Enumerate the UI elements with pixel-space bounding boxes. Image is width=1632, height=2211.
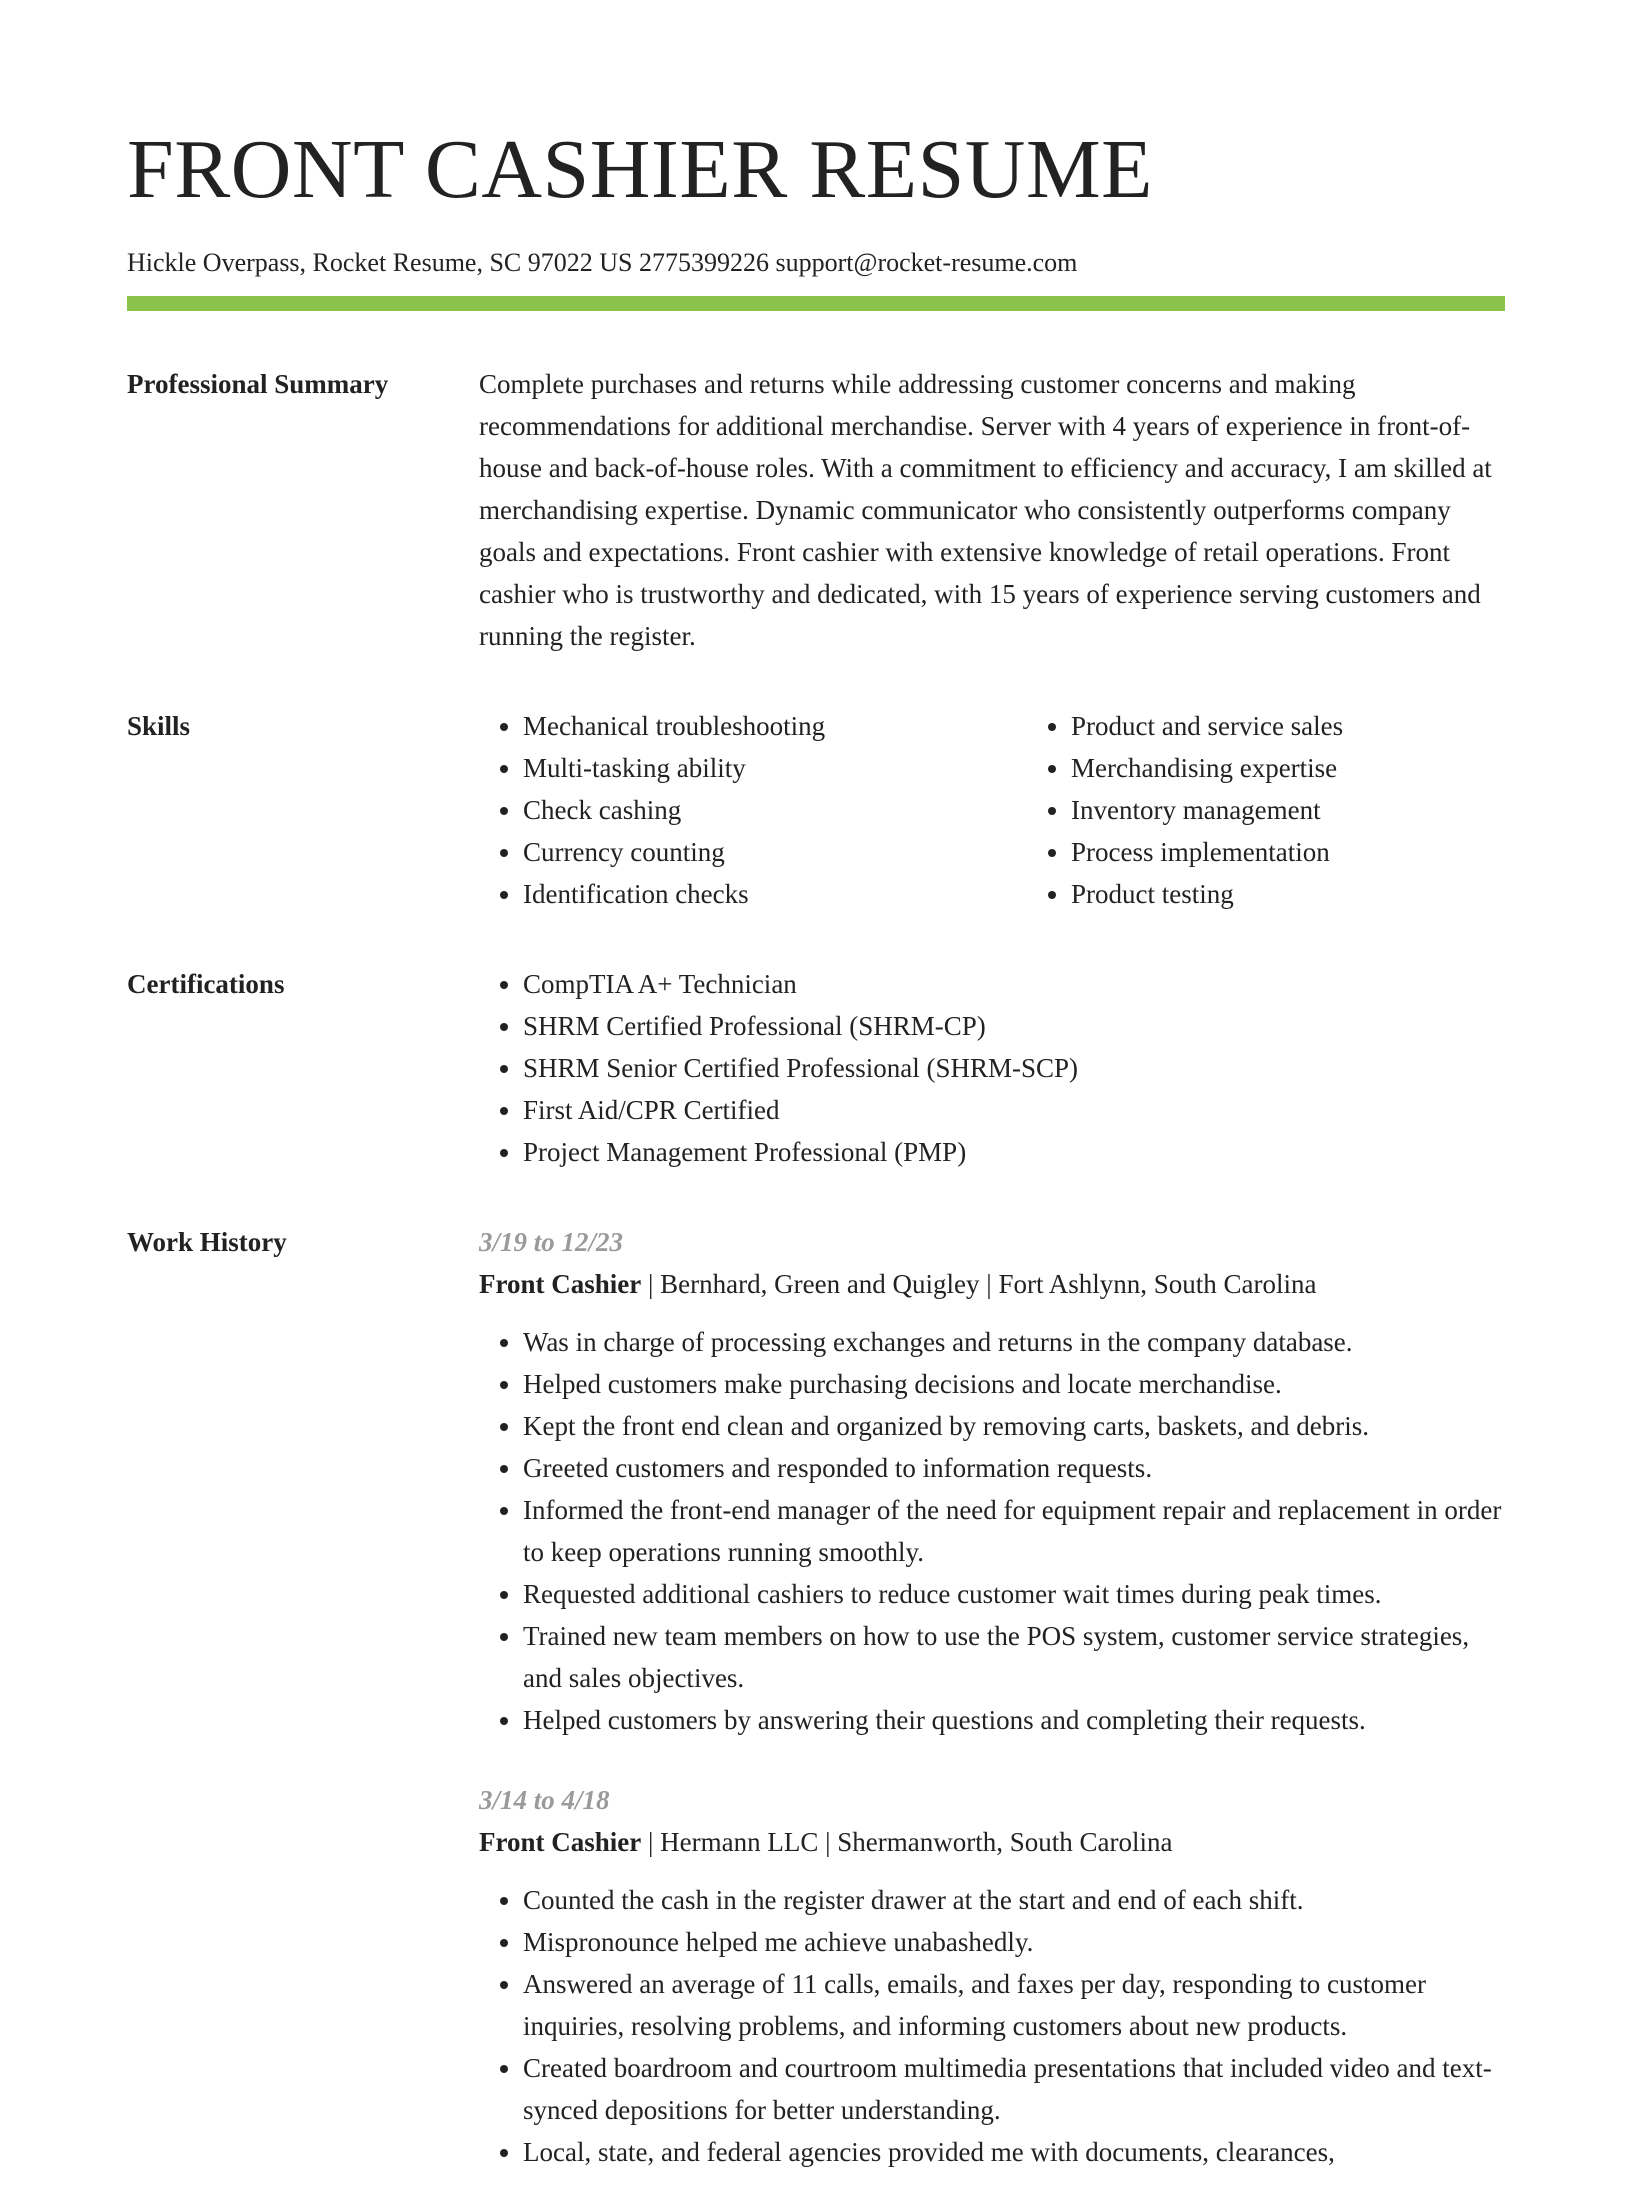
job-duty: • Created boardroom and courtroom multimedia presentations that included video and text-synced depositions for better understanding. (523, 2047, 1505, 2131)
skill-item: • Product testing (1071, 873, 1575, 915)
job-duty: • Answered an average of 11 calls, emails, and faxes per day, responding to customer inquiries, resolving problems, and informing customers about new products. (523, 1963, 1505, 2047)
certification-item: • First Aid/CPR Certified (523, 1089, 1505, 1131)
certifications-label: Certifications (127, 969, 285, 999)
job-duty: • Informed the front-end manager of the need for equipment repair and replacement in order to keep operations running smoothly. (523, 1489, 1505, 1573)
skill-item: • Check cashing (523, 789, 1027, 831)
summary-text: Complete purchases and returns while addressing customer concerns and making recommendations for additional merchandise. Server with 4 years of experience in front-of-house and back-of-house roles. With a commitment to efficiency and accuracy, I am skilled at merchandising expertise. Dynamic communicator who consistently outperforms company goals and expectations. Front cashier with extensive knowledge of retail operations. Front cashier who is trustworthy and dedicated, with 15 years of experience serving customers and running the register. (479, 369, 1492, 651)
skill-item: • Currency counting (523, 831, 1027, 873)
job-duty: • Mispronounce helped me achieve unabashedly. (523, 1921, 1505, 1963)
job-duties-list (479, 1321, 1505, 1741)
skills-label: Skills (127, 711, 191, 741)
job-duties-list (479, 1879, 1505, 2173)
job-title-line (479, 1263, 1505, 1305)
job-duty: • Kept the front end clean and organized by removing carts, baskets, and debris. (523, 1405, 1505, 1447)
skill-item: • Product and service sales (1071, 705, 1575, 747)
skills-list-right (1027, 705, 1575, 915)
skills-list-left (479, 705, 1027, 915)
work-history-section (127, 1221, 1505, 2211)
skill-item: • Merchandising expertise (1071, 747, 1575, 789)
job-dates: 3/19 to 12/23 (479, 1227, 624, 1257)
skills-section (127, 705, 1505, 915)
certifications-list (479, 963, 1505, 1173)
job-duty: • Trained new team members on how to use the POS system, customer service strategies, and sales objectives. (523, 1615, 1505, 1699)
skill-item: • Mechanical troubleshooting (523, 705, 1027, 747)
certification-item: • CompTIA A+ Technician (523, 963, 1505, 1005)
job-details: | Bernhard, Green and Quigley | Fort Ashlynn, South Carolina (641, 1269, 1317, 1299)
resume-page (127, 0, 1505, 2211)
resume-title: FRONT CASHIER RESUME (127, 123, 1153, 216)
certification-item: • SHRM Senior Certified Professional (SHRM-SCP) (523, 1047, 1505, 1089)
contact-line: Hickle Overpass, Rocket Resume, SC 97022 US 2775399226 support@rocket-resume.com (127, 248, 1078, 277)
skill-item: • Multi-tasking ability (523, 747, 1027, 789)
job-duty: • Helped customers make purchasing decisions and locate merchandise. (523, 1363, 1505, 1405)
job-role: Front Cashier (479, 1827, 642, 1857)
job-entry (479, 1779, 1505, 2173)
job-duty: • Was in charge of processing exchanges and returns in the company database. (523, 1321, 1505, 1363)
job-duty: • Greeted customers and responded to information requests. (523, 1447, 1505, 1489)
skill-item: • Identification checks (523, 873, 1027, 915)
job-dates: 3/14 to 4/18 (479, 1785, 610, 1815)
job-duty: • Requested additional cashiers to reduce customer wait times during peak times. (523, 1573, 1505, 1615)
certification-item: • Project Management Professional (PMP) (523, 1131, 1505, 1173)
work-history-label: Work History (127, 1227, 287, 1257)
job-entry (479, 1221, 1505, 1741)
accent-divider (127, 296, 1505, 311)
certification-item: • SHRM Certified Professional (SHRM-CP) (523, 1005, 1505, 1047)
summary-label: Professional Summary (127, 369, 389, 399)
skill-item: • Inventory management (1071, 789, 1575, 831)
job-details: | Hermann LLC | Shermanworth, South Carolina (641, 1827, 1173, 1857)
summary-section (127, 363, 1505, 657)
job-role: Front Cashier (479, 1269, 642, 1299)
job-duty: • Local, state, and federal agencies provided me with documents, clearances, (523, 2131, 1505, 2173)
certifications-section (127, 963, 1505, 1173)
job-duty: • Helped customers by answering their questions and completing their requests. (523, 1699, 1505, 1741)
skill-item: • Process implementation (1071, 831, 1575, 873)
job-title-line (479, 1821, 1505, 1863)
job-duty: • Counted the cash in the register drawer at the start and end of each shift. (523, 1879, 1505, 1921)
